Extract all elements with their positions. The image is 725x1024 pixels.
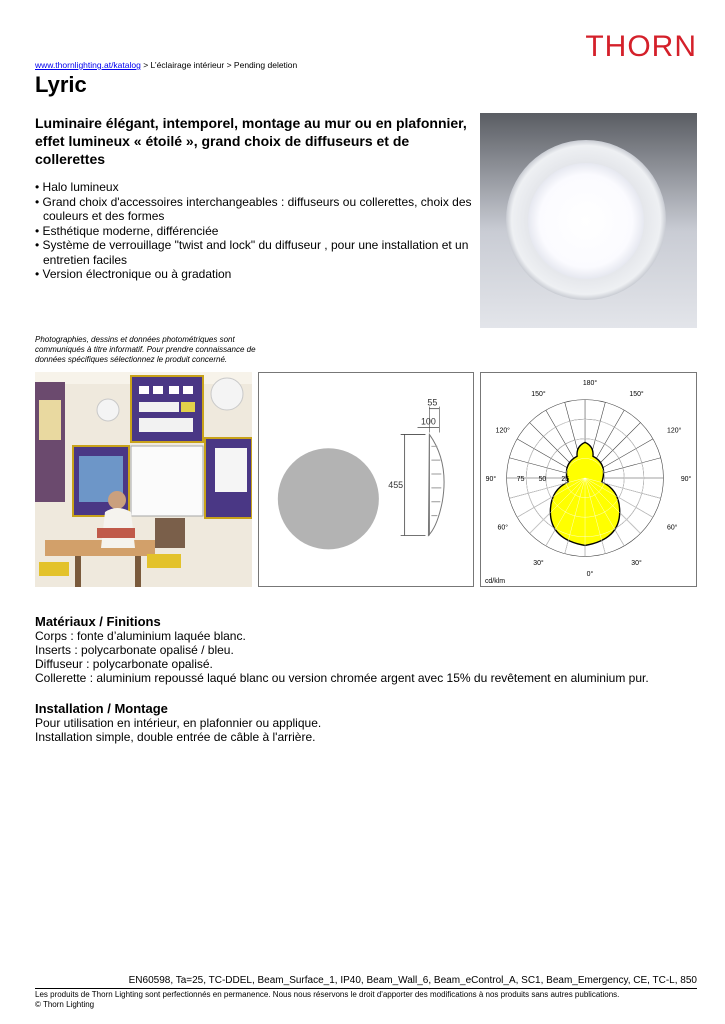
dim-100: 100 <box>420 416 436 427</box>
page-title: Lyric <box>35 72 87 97</box>
feature-item: • Version électronique ou à gradation <box>35 267 232 281</box>
footer-disclaimer: Les produits de Thorn Lighting sont perfectionnés en permanence. Nous nous réservons le droit d'apporter des modifications à nos produits sans autres publications. <box>35 990 620 999</box>
disclaimer: Photographies, dessins et données photométriques sont communiqués à titre informatif. Pour prendre connaissance de données spécifiques sélectionnez le produit concerné. <box>35 335 256 364</box>
angle-90-left-label: 90° <box>485 475 497 483</box>
angle-60-left-label: 60° <box>497 524 509 532</box>
catalog-link[interactable]: www.thornlighting.at/katalog <box>35 60 141 70</box>
footer-divider <box>35 988 697 989</box>
angle-0-label: 0° <box>586 571 594 579</box>
angle-30-left-label: 30° <box>533 560 544 568</box>
dim-455: 455 <box>388 479 404 490</box>
materials-line: Collerette : aluminium repoussé laqué blanc ou version chromée argent avec 15% du revêtement en aluminium pur. <box>35 671 649 685</box>
breadcrumb <box>35 60 297 70</box>
angle-60-right-label: 60° <box>666 524 678 532</box>
angle-120-right-label: 120° <box>667 427 682 435</box>
feature-list <box>35 180 480 282</box>
materials-line: Corps : fonte d’aluminium laquée blanc. <box>35 629 246 643</box>
radius-50-label: 50 <box>538 475 547 483</box>
angle-150-left-label: 150° <box>531 390 546 398</box>
feature-item: • Halo lumineux <box>35 180 119 194</box>
materials-section <box>35 614 697 685</box>
installation-heading: Installation / Montage <box>35 701 168 716</box>
footer-note <box>35 990 619 1010</box>
product-tagline: Luminaire élégant, intemporel, montage au mur ou en plafonnier, effet lumineux « étoilé », grand choix de diffuseurs et de collerettes <box>35 115 467 167</box>
dim-55: 55 <box>427 397 438 408</box>
angle-150-right-label: 150° <box>629 390 644 398</box>
radius-75-label: 75 <box>516 475 525 483</box>
angle-30-right-label: 30° <box>631 560 642 568</box>
breadcrumb-path: > L’éclairage intérieur > Pending deletion <box>140 60 298 70</box>
dimension-drawing <box>258 372 474 587</box>
materials-line: Inserts : polycarbonate opalisé / bleu. <box>35 643 234 657</box>
unit-label: cd/klm <box>484 578 505 586</box>
installation-section <box>35 701 697 744</box>
angle-90-right-label: 90° <box>680 475 692 483</box>
materials-line: Diffuseur : polycarbonate opalisé. <box>35 657 213 671</box>
angle-120-left-label: 120° <box>495 427 510 435</box>
feature-item: • Système de verrouillage "twist and lock" du diffuseur , pour une installation et un entretien faciles <box>35 238 469 267</box>
installation-line: Pour utilisation en intérieur, en plafonnier ou applique. <box>35 716 322 730</box>
thorn-logo: THORN <box>585 30 697 63</box>
feature-item: • Esthétique moderne, différenciée <box>35 223 219 238</box>
polar-light-distribution <box>480 372 697 587</box>
technical-codes: EN60598, Ta=25, TC-DDEL, Beam_Surface_1, IP40, Beam_Wall_6, Beam_eControl_A, SC1, Beam_Emergency, CE, TC-L, 850 <box>128 975 697 986</box>
application-photo <box>35 372 252 587</box>
radius-25-label: 25 <box>561 475 570 483</box>
feature-item: • Grand choix d'accessoires interchangeables : diffuseurs ou collerettes, choix des couleurs et des formes <box>35 194 472 223</box>
footer-copyright: © Thorn Lighting <box>35 1000 95 1009</box>
angle-180-label: 180° <box>582 379 598 387</box>
product-image <box>480 113 697 328</box>
installation-line: Installation simple, double entrée de câble à l'arrière. <box>35 730 316 744</box>
materials-heading: Matériaux / Finitions <box>35 614 161 629</box>
